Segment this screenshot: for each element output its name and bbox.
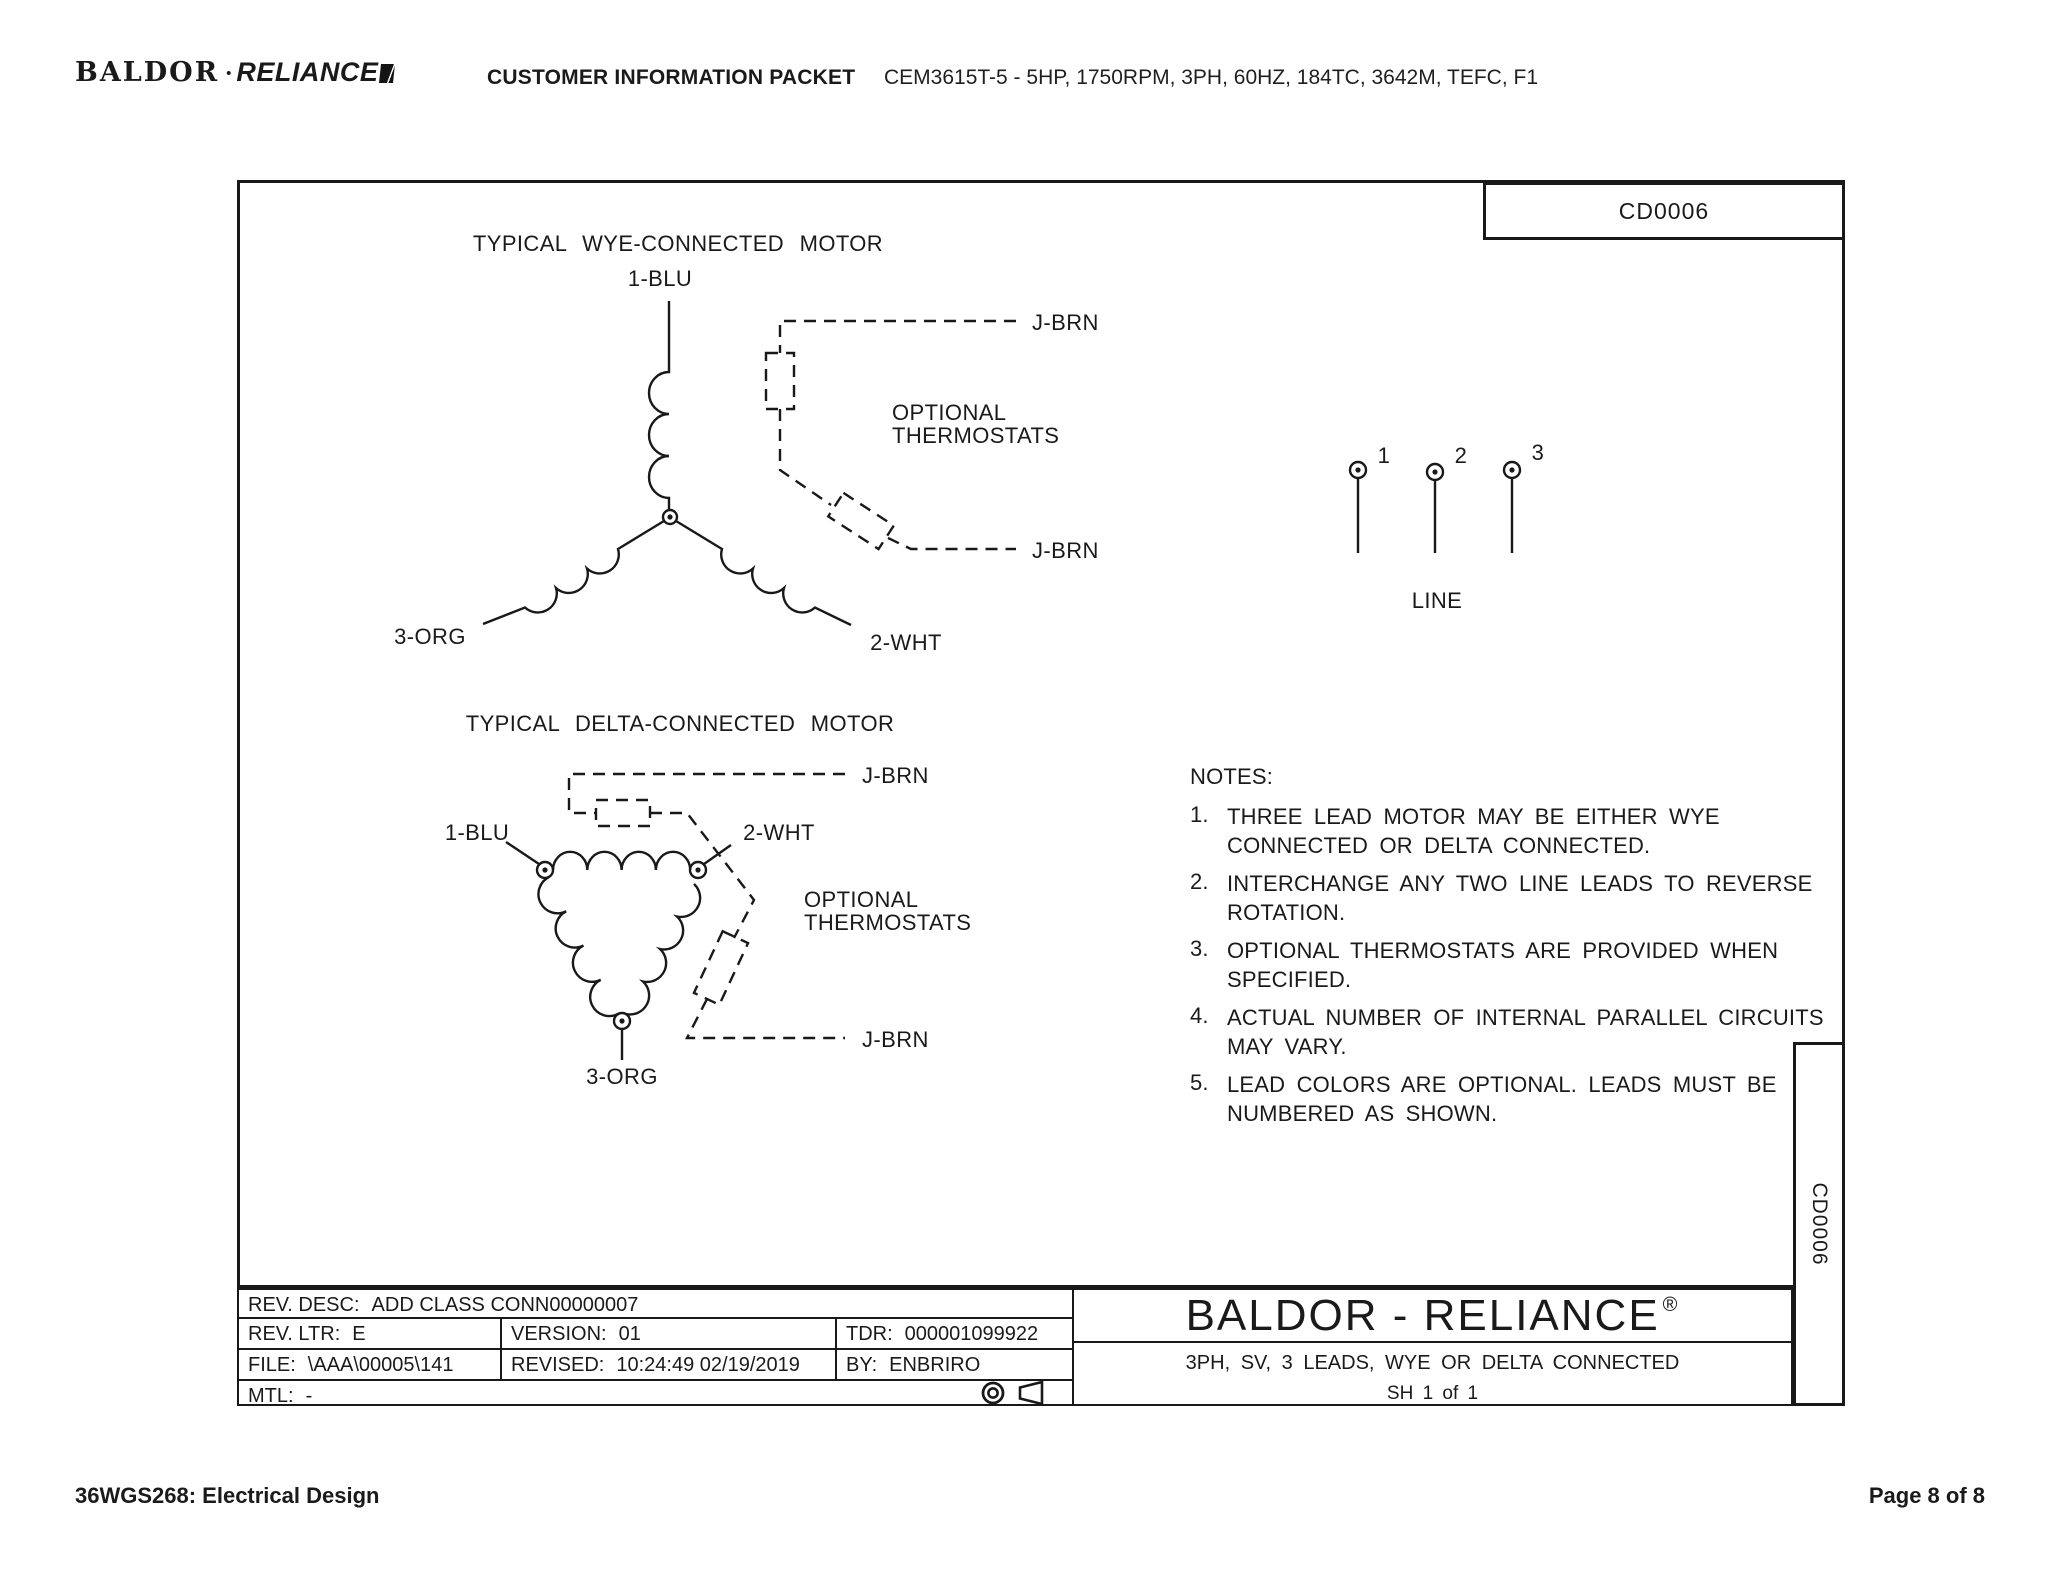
by-cell (837, 1350, 1074, 1381)
note-line: NUMBERED AS SHOWN. (1227, 1101, 1498, 1126)
rev-desc-label: REV. DESC: (248, 1294, 360, 1316)
projection-circle-inner (988, 1388, 997, 1397)
line-terminal-1-label: 1 (1377, 443, 1391, 468)
line-terminal-3-label: 3 (1531, 440, 1545, 465)
wye-winding-3 (483, 521, 664, 624)
tdr-label: TDR: (846, 1323, 893, 1345)
wye-lead-2-label: 2-WHT (870, 630, 942, 655)
tdr-value: 000001099922 (904, 1323, 1039, 1345)
line-terminal-1-dot (1355, 467, 1360, 472)
note-line: THREE LEAD MOTOR MAY BE EITHER WYE (1227, 804, 1720, 829)
packet-title: CUSTOMER INFORMATION PACKET (487, 66, 856, 89)
company-title (1074, 1290, 1791, 1343)
delta-thermo-lead-bottom (687, 999, 845, 1038)
line-terminal-2-label: 2 (1454, 443, 1468, 468)
delta-lead-3-label: 3-ORG (586, 1064, 658, 1089)
drawing-code-vertical: CD0006 (1808, 1182, 1831, 1266)
wye-star-junction-dot (667, 514, 672, 519)
file-label: FILE: (248, 1354, 296, 1376)
by-label: BY: (846, 1354, 878, 1376)
delta-terminal-1-dot (542, 867, 547, 872)
note-text (1227, 1070, 1777, 1128)
mtl-value: - (305, 1385, 313, 1404)
wye-diagram-title: TYPICAL WYE-CONNECTED MOTOR (472, 231, 884, 256)
tdr-cell (837, 1319, 1074, 1350)
revised-label: REVISED: (511, 1354, 605, 1376)
projection-circle-outer (983, 1383, 1003, 1403)
drawing-code: CD0006 (1618, 198, 1710, 224)
rev-desc-value: ADD CLASS CONN00000007 (371, 1294, 639, 1316)
delta-lead-1-label: 1-BLU (444, 820, 510, 845)
by-value: ENBRIRO (889, 1354, 981, 1376)
note-text (1227, 869, 1813, 927)
note-text (1227, 802, 1720, 860)
version-cell (502, 1319, 837, 1350)
note-line: LEAD COLORS ARE OPTIONAL. LEADS MUST BE (1227, 1072, 1777, 1097)
delta-thermo-lead-top-label: J-BRN (862, 763, 929, 788)
delta-motor-diagram (506, 774, 845, 1060)
wye-lead-3-label: 3-ORG (394, 624, 466, 649)
notes-heading: NOTES: (1190, 764, 1274, 789)
line-terminal-2-dot (1432, 469, 1437, 474)
file-value: \AAA\00005\141 (307, 1354, 454, 1376)
delta-optional-line2: THERMOSTATS (804, 910, 972, 935)
projection-cone (1020, 1382, 1042, 1404)
revised-cell (502, 1350, 837, 1381)
wye-thermo-lead-bottom-label: J-BRN (1032, 538, 1099, 563)
wye-thermo-mid (780, 409, 831, 505)
delta-optional-line1: OPTIONAL (804, 887, 919, 912)
line-terminals-diagram (1350, 462, 1520, 553)
delta-thermo-lead-bottom-label: J-BRN (862, 1027, 929, 1052)
third-angle-projection-icon (980, 1381, 1060, 1404)
delta-lead-2-label: 2-WHT (743, 820, 815, 845)
note-item-1 (1190, 802, 1850, 860)
registered-mark: ® (1662, 1294, 1680, 1316)
logo-reliance-text: RELIANCE (236, 57, 379, 87)
note-line: OPTIONAL THERMOSTATS ARE PROVIDED WHEN (1227, 938, 1779, 963)
footer-page-number: Page 8 of 8 (1868, 1483, 1985, 1508)
drawing-subtitle: 3PH, SV, 3 LEADS, WYE OR DELTA CONNECTED (1185, 1352, 1680, 1374)
wye-winding-2 (676, 521, 851, 625)
note-line: ROTATION. (1227, 900, 1346, 925)
note-line: INTERCHANGE ANY TWO LINE LEADS TO REVERSE (1227, 871, 1813, 896)
wye-optional-line1: OPTIONAL (892, 400, 1007, 425)
wye-motor-diagram (483, 301, 1016, 625)
sheet-number: SH 1 of 1 (1386, 1383, 1479, 1404)
note-item-4 (1190, 1003, 1850, 1061)
line-terminal-3-dot (1509, 467, 1514, 472)
wye-optional-thermostats-label (892, 401, 1059, 447)
delta-thermo-lead-top (569, 774, 845, 813)
note-line: SPECIFIED. (1227, 967, 1352, 992)
note-number: 3. (1190, 936, 1209, 961)
note-item-2 (1190, 869, 1850, 927)
footer-document-title: 36WGS268: Electrical Design (75, 1483, 380, 1508)
delta-winding-right (626, 884, 700, 1014)
note-line: ACTUAL NUMBER OF INTERNAL PARALLEL CIRCUITS (1227, 1005, 1824, 1030)
note-number: 1. (1190, 802, 1209, 827)
mtl-cell (239, 1381, 1074, 1404)
file-cell (239, 1350, 502, 1381)
wye-thermostat-2 (828, 493, 894, 549)
wye-lead-1-label: 1-BLU (627, 266, 693, 291)
delta-winding-left (538, 877, 618, 1016)
note-number: 5. (1190, 1070, 1209, 1095)
note-item-5 (1190, 1070, 1850, 1128)
delta-winding-top (553, 852, 690, 870)
delta-optional-thermostats-label (804, 888, 971, 934)
note-number: 2. (1190, 869, 1209, 894)
title-block (237, 1285, 1793, 1406)
delta-thermostat-2 (694, 931, 748, 1004)
note-number: 4. (1190, 1003, 1209, 1028)
wye-winding-1 (649, 301, 669, 510)
note-line: CONNECTED OR DELTA CONNECTED. (1227, 833, 1651, 858)
delta-diagram-title: TYPICAL DELTA-CONNECTED MOTOR (465, 711, 895, 736)
drawing-subtitle-row (1074, 1352, 1791, 1405)
wye-thermo-lead-top (780, 321, 1016, 353)
logo-baldor-text: BALDOR (75, 57, 220, 88)
delta-terminal-2-dot (695, 867, 700, 872)
version-label: VERSION: (511, 1323, 607, 1345)
rev-ltr-label: REV. LTR: (248, 1323, 341, 1345)
note-item-3 (1190, 936, 1850, 994)
delta-thermostat-1 (596, 800, 650, 826)
wye-thermo-lead-bottom (888, 538, 1016, 549)
note-text (1227, 1003, 1824, 1061)
rev-desc-cell (239, 1290, 1074, 1319)
mtl-label: MTL: (248, 1385, 294, 1404)
note-line: MAY VARY. (1227, 1034, 1347, 1059)
delta-lead-1 (506, 842, 539, 864)
title-block-right (1074, 1290, 1791, 1405)
logo-dot-separator: • (226, 65, 232, 82)
version-value: 01 (618, 1323, 641, 1345)
revised-value: 10:24:49 02/19/2019 (616, 1354, 800, 1376)
line-label: LINE (1411, 588, 1463, 613)
motor-model-info: CEM3615T-5 - 5HP, 1750RPM, 3PH, 60HZ, 184TC, 3642M, TEFC, F1 (884, 66, 1538, 89)
company-name: BALDOR - RELIANCE (1185, 1290, 1660, 1340)
delta-terminal-3-dot (619, 1018, 624, 1023)
wye-thermo-lead-top-label: J-BRN (1032, 310, 1099, 335)
wye-optional-line2: THERMOSTATS (892, 423, 1060, 448)
notes-section (1190, 764, 1850, 1128)
rev-ltr-cell (239, 1319, 502, 1350)
rev-ltr-value: E (352, 1323, 366, 1345)
wye-thermostat-1 (766, 353, 794, 409)
note-text (1227, 936, 1778, 994)
